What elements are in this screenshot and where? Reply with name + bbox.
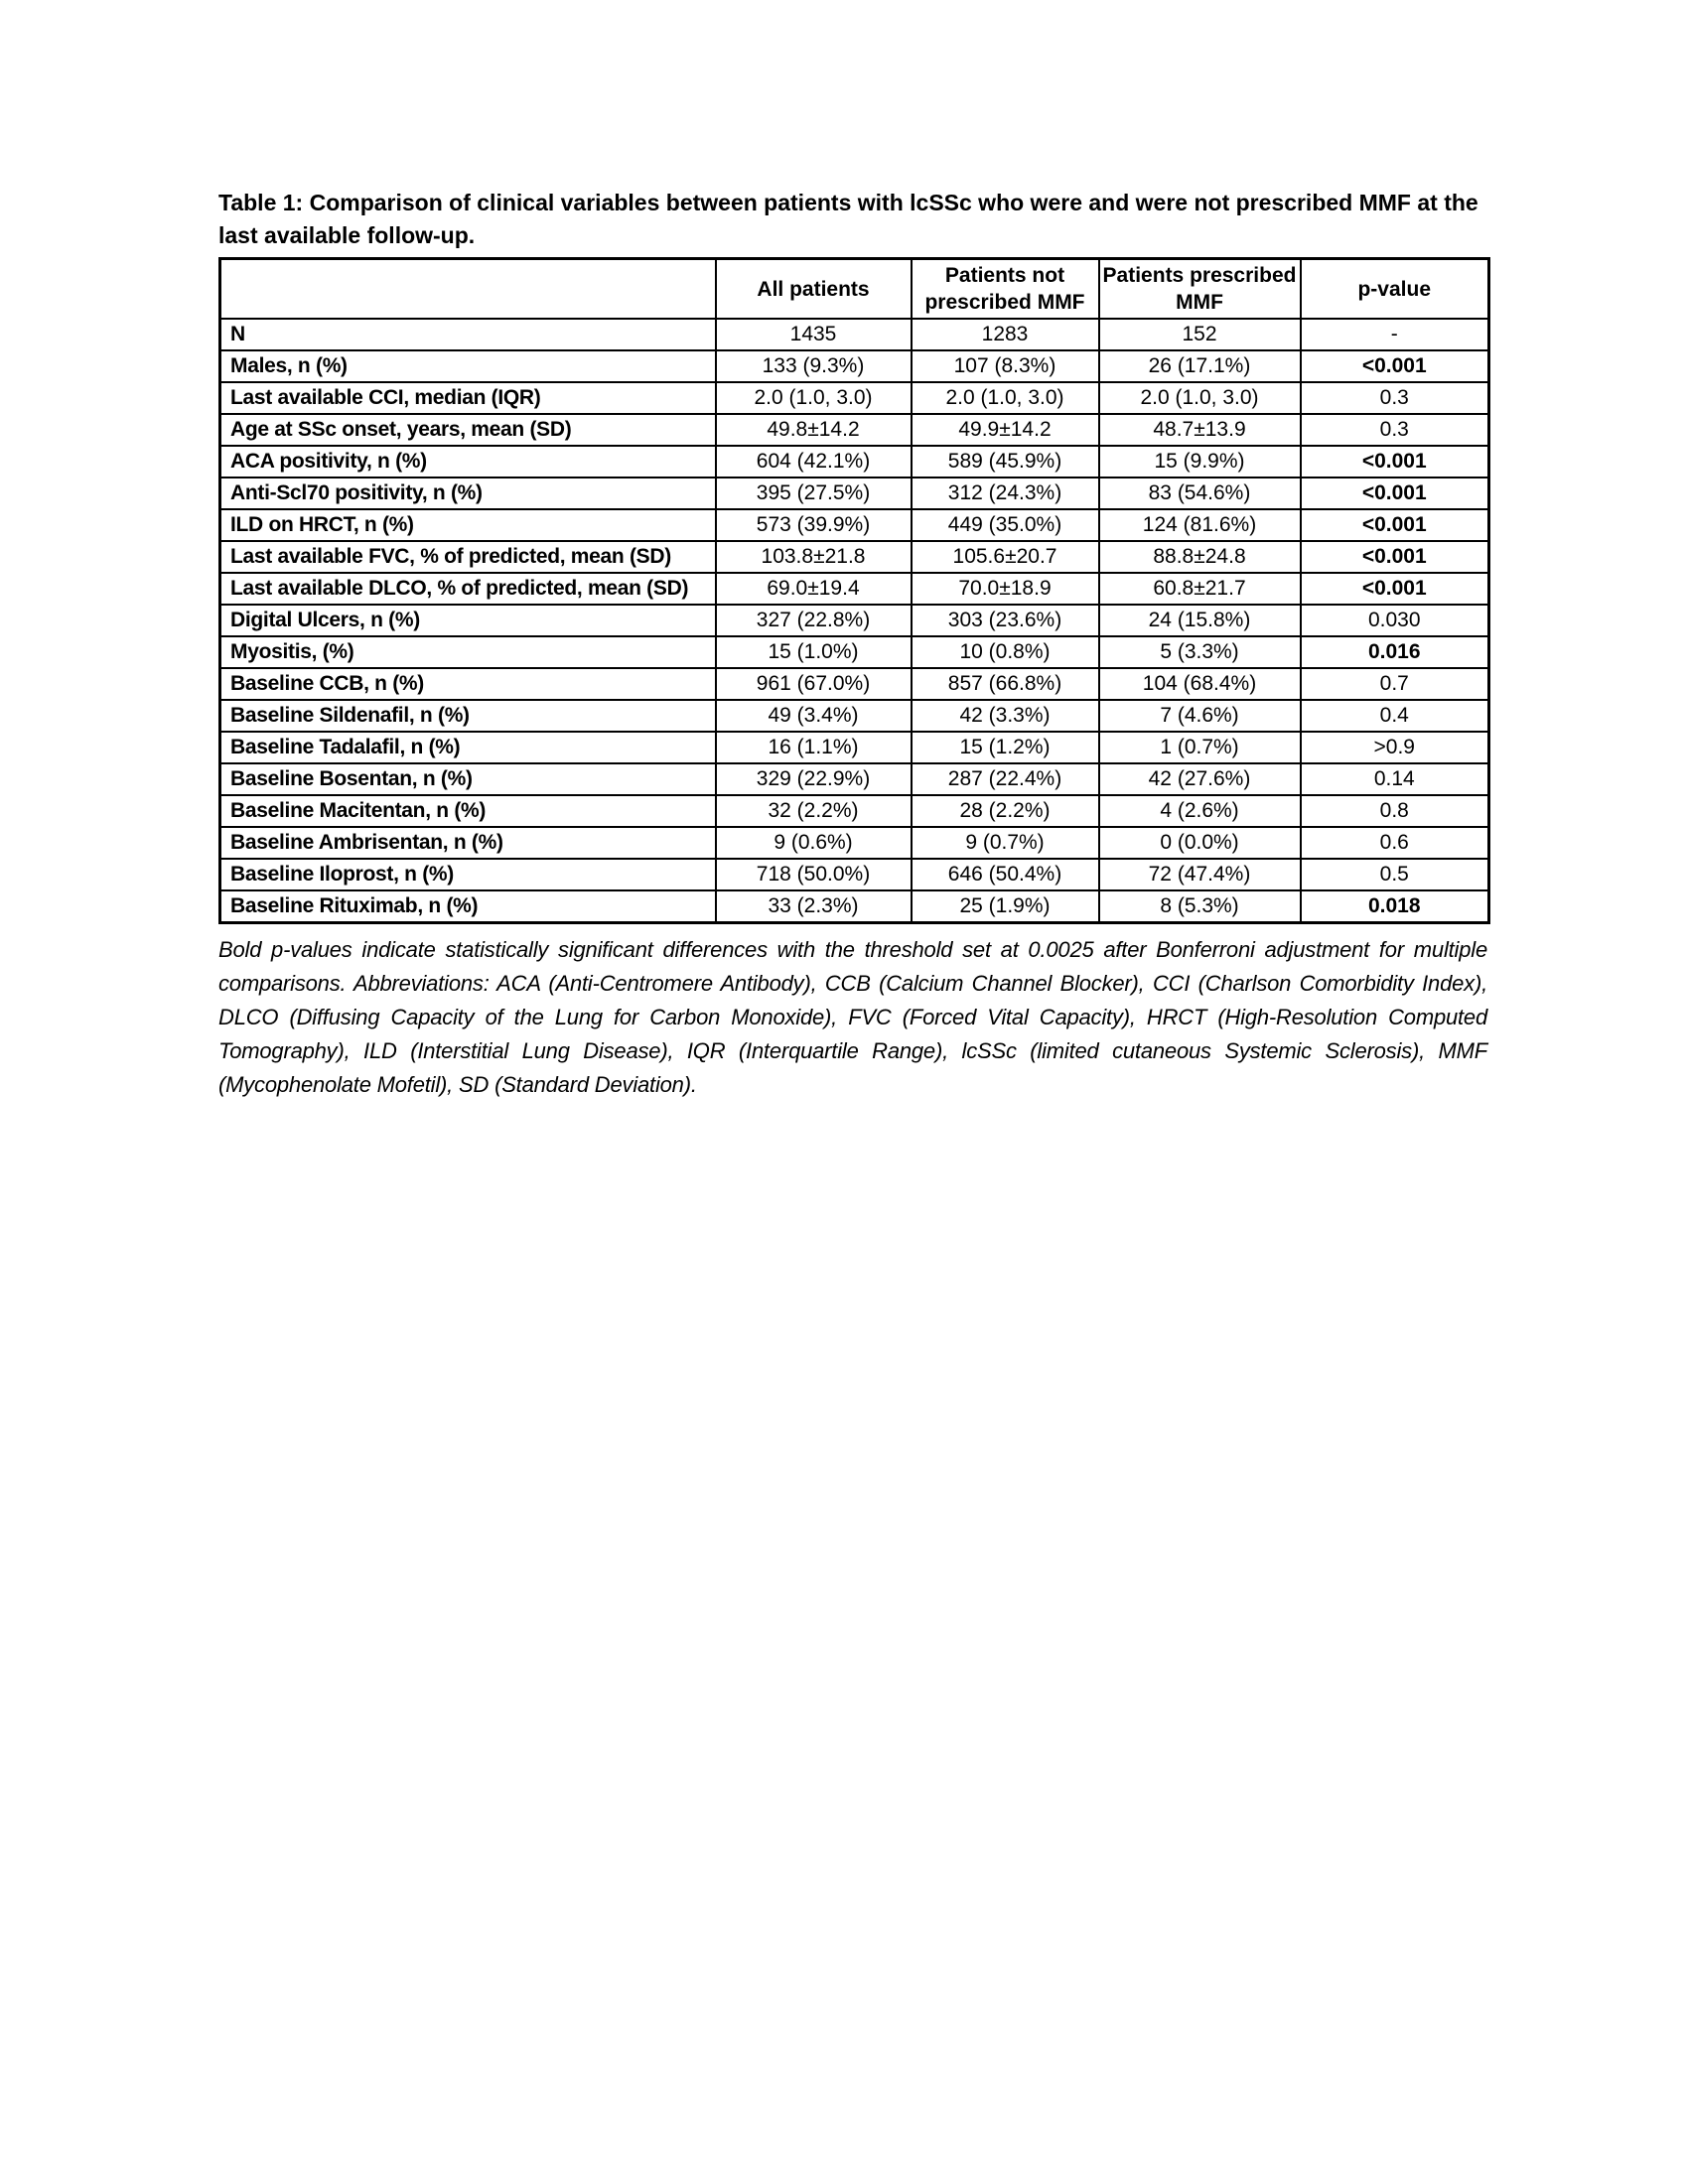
cell-all-patients: 327 (22.8%)	[716, 605, 912, 636]
row-label: Myositis, (%)	[220, 636, 716, 668]
row-label: Baseline Sildenafil, n (%)	[220, 700, 716, 732]
cell-not-prescribed-mmf: 589 (45.9%)	[912, 446, 1099, 478]
cell-p-value: 0.4	[1301, 700, 1489, 732]
cell-all-patients: 9 (0.6%)	[716, 827, 912, 859]
row-label: Baseline Macitentan, n (%)	[220, 795, 716, 827]
cell-not-prescribed-mmf: 287 (22.4%)	[912, 763, 1099, 795]
cell-all-patients: 395 (27.5%)	[716, 478, 912, 509]
table-row	[220, 414, 1489, 446]
cell-p-value: >0.9	[1301, 732, 1489, 763]
cell-p-value: <0.001	[1301, 573, 1489, 605]
table-row	[220, 763, 1489, 795]
cell-p-value: 0.3	[1301, 382, 1489, 414]
cell-not-prescribed-mmf: 449 (35.0%)	[912, 509, 1099, 541]
cell-all-patients: 133 (9.3%)	[716, 350, 912, 382]
table-row	[220, 668, 1489, 700]
row-label: Last available FVC, % of predicted, mean (SD)	[220, 541, 716, 573]
row-label: Digital Ulcers, n (%)	[220, 605, 716, 636]
cell-p-value: 0.030	[1301, 605, 1489, 636]
table-row	[220, 478, 1489, 509]
cell-all-patients: 15 (1.0%)	[716, 636, 912, 668]
row-label: Baseline CCB, n (%)	[220, 668, 716, 700]
cell-all-patients: 961 (67.0%)	[716, 668, 912, 700]
cell-p-value: 0.016	[1301, 636, 1489, 668]
cell-all-patients: 49 (3.4%)	[716, 700, 912, 732]
comparison-table	[218, 257, 1490, 924]
table-row	[220, 636, 1489, 668]
cell-all-patients: 33 (2.3%)	[716, 890, 912, 923]
row-label: ILD on HRCT, n (%)	[220, 509, 716, 541]
cell-prescribed-mmf: 7 (4.6%)	[1099, 700, 1301, 732]
cell-prescribed-mmf: 48.7±13.9	[1099, 414, 1301, 446]
cell-p-value: <0.001	[1301, 446, 1489, 478]
cell-prescribed-mmf: 2.0 (1.0, 3.0)	[1099, 382, 1301, 414]
cell-not-prescribed-mmf: 10 (0.8%)	[912, 636, 1099, 668]
cell-not-prescribed-mmf: 2.0 (1.0, 3.0)	[912, 382, 1099, 414]
row-label: Last available CCI, median (IQR)	[220, 382, 716, 414]
cell-not-prescribed-mmf: 42 (3.3%)	[912, 700, 1099, 732]
cell-not-prescribed-mmf: 1283	[912, 319, 1099, 350]
cell-p-value: -	[1301, 319, 1489, 350]
cell-all-patients: 718 (50.0%)	[716, 859, 912, 890]
cell-p-value: 0.5	[1301, 859, 1489, 890]
cell-not-prescribed-mmf: 28 (2.2%)	[912, 795, 1099, 827]
cell-prescribed-mmf: 104 (68.4%)	[1099, 668, 1301, 700]
table-row	[220, 509, 1489, 541]
cell-not-prescribed-mmf: 303 (23.6%)	[912, 605, 1099, 636]
table-body	[220, 319, 1489, 923]
cell-not-prescribed-mmf: 857 (66.8%)	[912, 668, 1099, 700]
cell-prescribed-mmf: 60.8±21.7	[1099, 573, 1301, 605]
cell-all-patients: 16 (1.1%)	[716, 732, 912, 763]
cell-all-patients: 103.8±21.8	[716, 541, 912, 573]
cell-prescribed-mmf: 8 (5.3%)	[1099, 890, 1301, 923]
row-label: Baseline Iloprost, n (%)	[220, 859, 716, 890]
row-label: Anti-Scl70 positivity, n (%)	[220, 478, 716, 509]
cell-prescribed-mmf: 88.8±24.8	[1099, 541, 1301, 573]
table-title: Table 1: Comparison of clinical variables between patients with lcSSc who were and were not prescribed MMF at the last available follow-up.	[218, 190, 1478, 248]
cell-all-patients: 49.8±14.2	[716, 414, 912, 446]
row-label: Baseline Rituximab, n (%)	[220, 890, 716, 923]
table-row	[220, 700, 1489, 732]
cell-p-value: 0.3	[1301, 414, 1489, 446]
table-header	[220, 259, 1489, 320]
cell-prescribed-mmf: 1 (0.7%)	[1099, 732, 1301, 763]
table-row	[220, 446, 1489, 478]
cell-not-prescribed-mmf: 9 (0.7%)	[912, 827, 1099, 859]
cell-p-value: 0.8	[1301, 795, 1489, 827]
cell-not-prescribed-mmf: 49.9±14.2	[912, 414, 1099, 446]
cell-not-prescribed-mmf: 70.0±18.9	[912, 573, 1099, 605]
row-label: ACA positivity, n (%)	[220, 446, 716, 478]
cell-all-patients: 573 (39.9%)	[716, 509, 912, 541]
header-row	[220, 259, 1489, 320]
col-header-not-prescribed-mmf: Patients not prescribed MMF	[912, 259, 1099, 320]
cell-all-patients: 1435	[716, 319, 912, 350]
cell-prescribed-mmf: 24 (15.8%)	[1099, 605, 1301, 636]
cell-not-prescribed-mmf: 15 (1.2%)	[912, 732, 1099, 763]
cell-p-value: 0.018	[1301, 890, 1489, 923]
table-row	[220, 541, 1489, 573]
cell-prescribed-mmf: 152	[1099, 319, 1301, 350]
cell-prescribed-mmf: 26 (17.1%)	[1099, 350, 1301, 382]
cell-prescribed-mmf: 4 (2.6%)	[1099, 795, 1301, 827]
cell-p-value: <0.001	[1301, 350, 1489, 382]
table-row	[220, 795, 1489, 827]
col-header-prescribed-mmf: Patients prescribed MMF	[1099, 259, 1301, 320]
row-label: Baseline Ambrisentan, n (%)	[220, 827, 716, 859]
table-row	[220, 382, 1489, 414]
cell-prescribed-mmf: 83 (54.6%)	[1099, 478, 1301, 509]
cell-p-value: <0.001	[1301, 478, 1489, 509]
table-footnote: Bold p-values indicate statistically significant differences with the threshold set at 0.0025 after Bonferroni adjustment for multiple comparisons. Abbreviations: ACA (Anti-Centromere Antibody), CCB (Calcium Channel Blocker), CCI (Charlson Comorbidity Index), DLCO (Diffusing Capacity of the Lung for Carbon Monoxide), FVC (Forced Vital Capacity), HRCT (High-Resolution Computed Tomography), ILD (Interstitial Lung Disease), IQR (Interquartile Range), lcSSc (limited cutaneous Systemic Sclerosis), MMF (Mycophenolate Mofetil), SD (Standard Deviation).	[218, 937, 1487, 1097]
cell-all-patients: 2.0 (1.0, 3.0)	[716, 382, 912, 414]
cell-p-value: 0.6	[1301, 827, 1489, 859]
cell-prescribed-mmf: 42 (27.6%)	[1099, 763, 1301, 795]
cell-p-value: 0.14	[1301, 763, 1489, 795]
cell-not-prescribed-mmf: 105.6±20.7	[912, 541, 1099, 573]
table-row	[220, 732, 1489, 763]
cell-all-patients: 329 (22.9%)	[716, 763, 912, 795]
table-row	[220, 827, 1489, 859]
cell-prescribed-mmf: 124 (81.6%)	[1099, 509, 1301, 541]
cell-not-prescribed-mmf: 25 (1.9%)	[912, 890, 1099, 923]
row-label: Males, n (%)	[220, 350, 716, 382]
row-label: Baseline Bosentan, n (%)	[220, 763, 716, 795]
cell-p-value: 0.7	[1301, 668, 1489, 700]
cell-all-patients: 32 (2.2%)	[716, 795, 912, 827]
cell-p-value: <0.001	[1301, 509, 1489, 541]
cell-prescribed-mmf: 72 (47.4%)	[1099, 859, 1301, 890]
cell-not-prescribed-mmf: 312 (24.3%)	[912, 478, 1099, 509]
table-row	[220, 859, 1489, 890]
row-label: Age at SSc onset, years, mean (SD)	[220, 414, 716, 446]
row-label: Last available DLCO, % of predicted, mean (SD)	[220, 573, 716, 605]
row-label: Baseline Tadalafil, n (%)	[220, 732, 716, 763]
table-row	[220, 890, 1489, 923]
row-label: N	[220, 319, 716, 350]
table-row	[220, 350, 1489, 382]
col-header-all-patients: All patients	[716, 259, 912, 320]
cell-p-value: <0.001	[1301, 541, 1489, 573]
cell-all-patients: 604 (42.1%)	[716, 446, 912, 478]
col-header-variable	[220, 259, 716, 320]
document-content	[218, 187, 1487, 1124]
cell-prescribed-mmf: 0 (0.0%)	[1099, 827, 1301, 859]
table-row	[220, 605, 1489, 636]
table-row	[220, 319, 1489, 350]
cell-prescribed-mmf: 5 (3.3%)	[1099, 636, 1301, 668]
cell-all-patients: 69.0±19.4	[716, 573, 912, 605]
cell-prescribed-mmf: 15 (9.9%)	[1099, 446, 1301, 478]
table-row	[220, 573, 1489, 605]
col-header-p-value: p-value	[1301, 259, 1489, 320]
cell-not-prescribed-mmf: 646 (50.4%)	[912, 859, 1099, 890]
cell-not-prescribed-mmf: 107 (8.3%)	[912, 350, 1099, 382]
